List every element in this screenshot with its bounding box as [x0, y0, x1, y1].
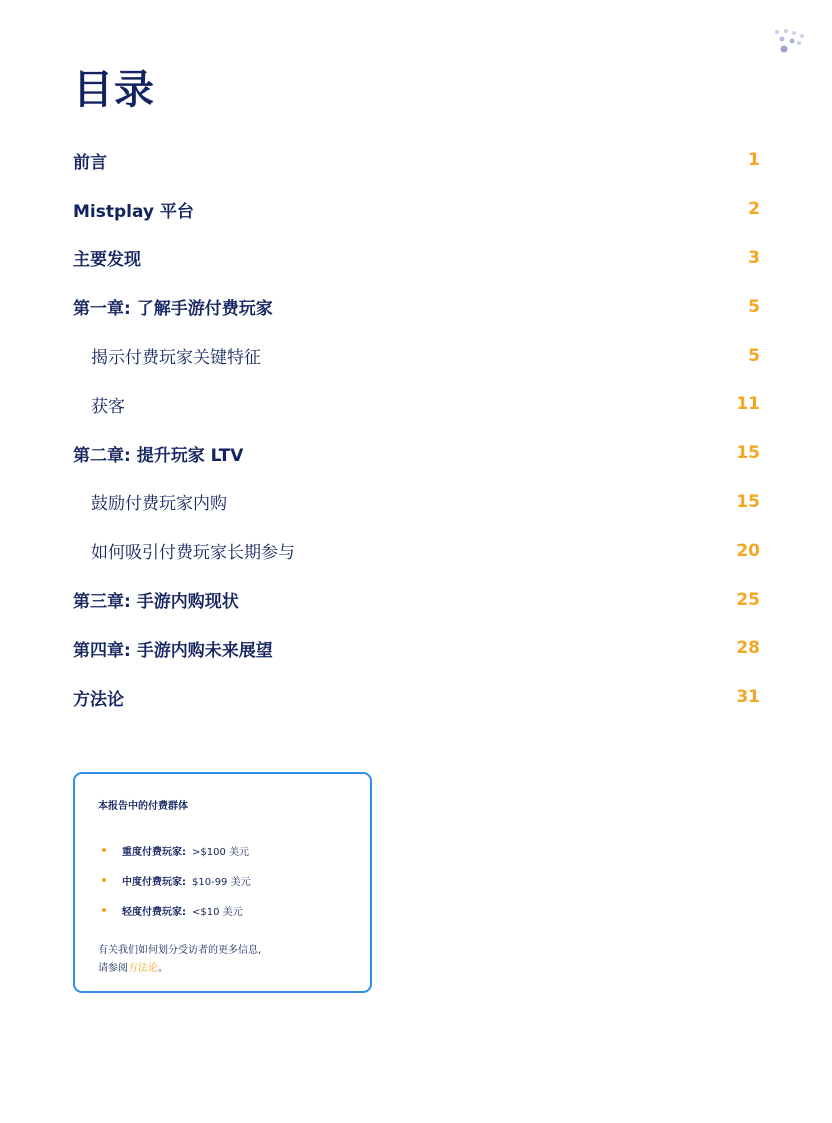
toc-entry-chapter-4[interactable] [73, 624, 760, 673]
toc-entry-chapter-1[interactable] [73, 282, 760, 331]
footer-line: 有关我们如何划分受访者的更多信息, [98, 945, 262, 956]
toc-page-number: 25 [736, 589, 760, 610]
toc-label: 揭示付费玩家关键特征 [91, 348, 261, 369]
toc-label: 主要发现 [73, 250, 141, 271]
toc-label: 如何吸引付费玩家长期参与 [91, 543, 295, 564]
toc-entry-chapter-2[interactable] [73, 429, 760, 478]
toc-label: 第二章: 提升玩家 LTV [73, 445, 244, 466]
toc-label: Mistplay 平台 [73, 201, 194, 222]
list-item [98, 835, 251, 865]
toc-entry-chapter-3[interactable] [73, 575, 760, 624]
table-of-contents [73, 136, 760, 722]
bullet-icon [102, 848, 106, 852]
toc-page-number: 15 [736, 491, 760, 512]
list-item [98, 865, 251, 895]
toc-page-number: 5 [748, 296, 760, 317]
tier-label: 重度付费玩家: [122, 846, 186, 858]
toc-entry-key-findings[interactable] [73, 234, 760, 283]
toc-label: 方法论 [73, 689, 124, 710]
toc-label: 鼓励付费玩家内购 [91, 494, 227, 515]
toc-subentry-long-term-engagement[interactable] [73, 526, 760, 575]
toc-page-number: 2 [748, 199, 760, 220]
toc-page-number: 5 [748, 345, 760, 366]
toc-label: 第三章: 手游内购现状 [73, 592, 239, 613]
toc-subentry-key-traits[interactable] [73, 331, 760, 380]
list-item [98, 895, 251, 925]
toc-page-number: 3 [748, 247, 760, 268]
callout-title: 本报告中的付费群体 [98, 801, 188, 812]
toc-label: 获客 [91, 396, 125, 417]
tier-range: $10-99 美元 [192, 876, 251, 888]
toc-subentry-encourage-purchases[interactable] [73, 478, 760, 527]
payer-tier-list [98, 835, 251, 925]
toc-entry-preface[interactable] [73, 136, 760, 185]
bullet-icon [102, 878, 106, 882]
callout-footer [98, 942, 261, 978]
toc-entry-platform[interactable] [73, 185, 760, 234]
page-title: 目录 [73, 67, 155, 113]
bullet-icon [102, 908, 106, 912]
toc-page-number: 11 [736, 394, 760, 415]
tier-range: >$100 美元 [192, 846, 250, 858]
toc-page-number: 15 [736, 443, 760, 464]
toc-page-number: 1 [748, 150, 760, 171]
methodology-link[interactable]: 方法论 [128, 963, 158, 974]
footer-prefix: 请参阅 [98, 963, 128, 974]
toc-subentry-acquisition[interactable] [73, 380, 760, 429]
payer-segments-callout [73, 772, 372, 993]
toc-label: 第一章: 了解手游付费玩家 [73, 299, 273, 320]
dots-cluster-icon [772, 28, 806, 58]
toc-label: 第四章: 手游内购未来展望 [73, 640, 273, 661]
toc-entry-methodology[interactable] [73, 673, 760, 722]
footer-suffix: 。 [158, 963, 168, 974]
tier-label: 中度付费玩家: [122, 876, 186, 888]
toc-page-number: 20 [736, 540, 760, 561]
toc-page-number: 31 [736, 687, 760, 708]
tier-label: 轻度付费玩家: [122, 906, 186, 918]
tier-range: <$10 美元 [192, 906, 243, 918]
toc-page-number: 28 [736, 638, 760, 659]
footer-line [98, 960, 261, 978]
toc-label: 前言 [73, 152, 107, 173]
